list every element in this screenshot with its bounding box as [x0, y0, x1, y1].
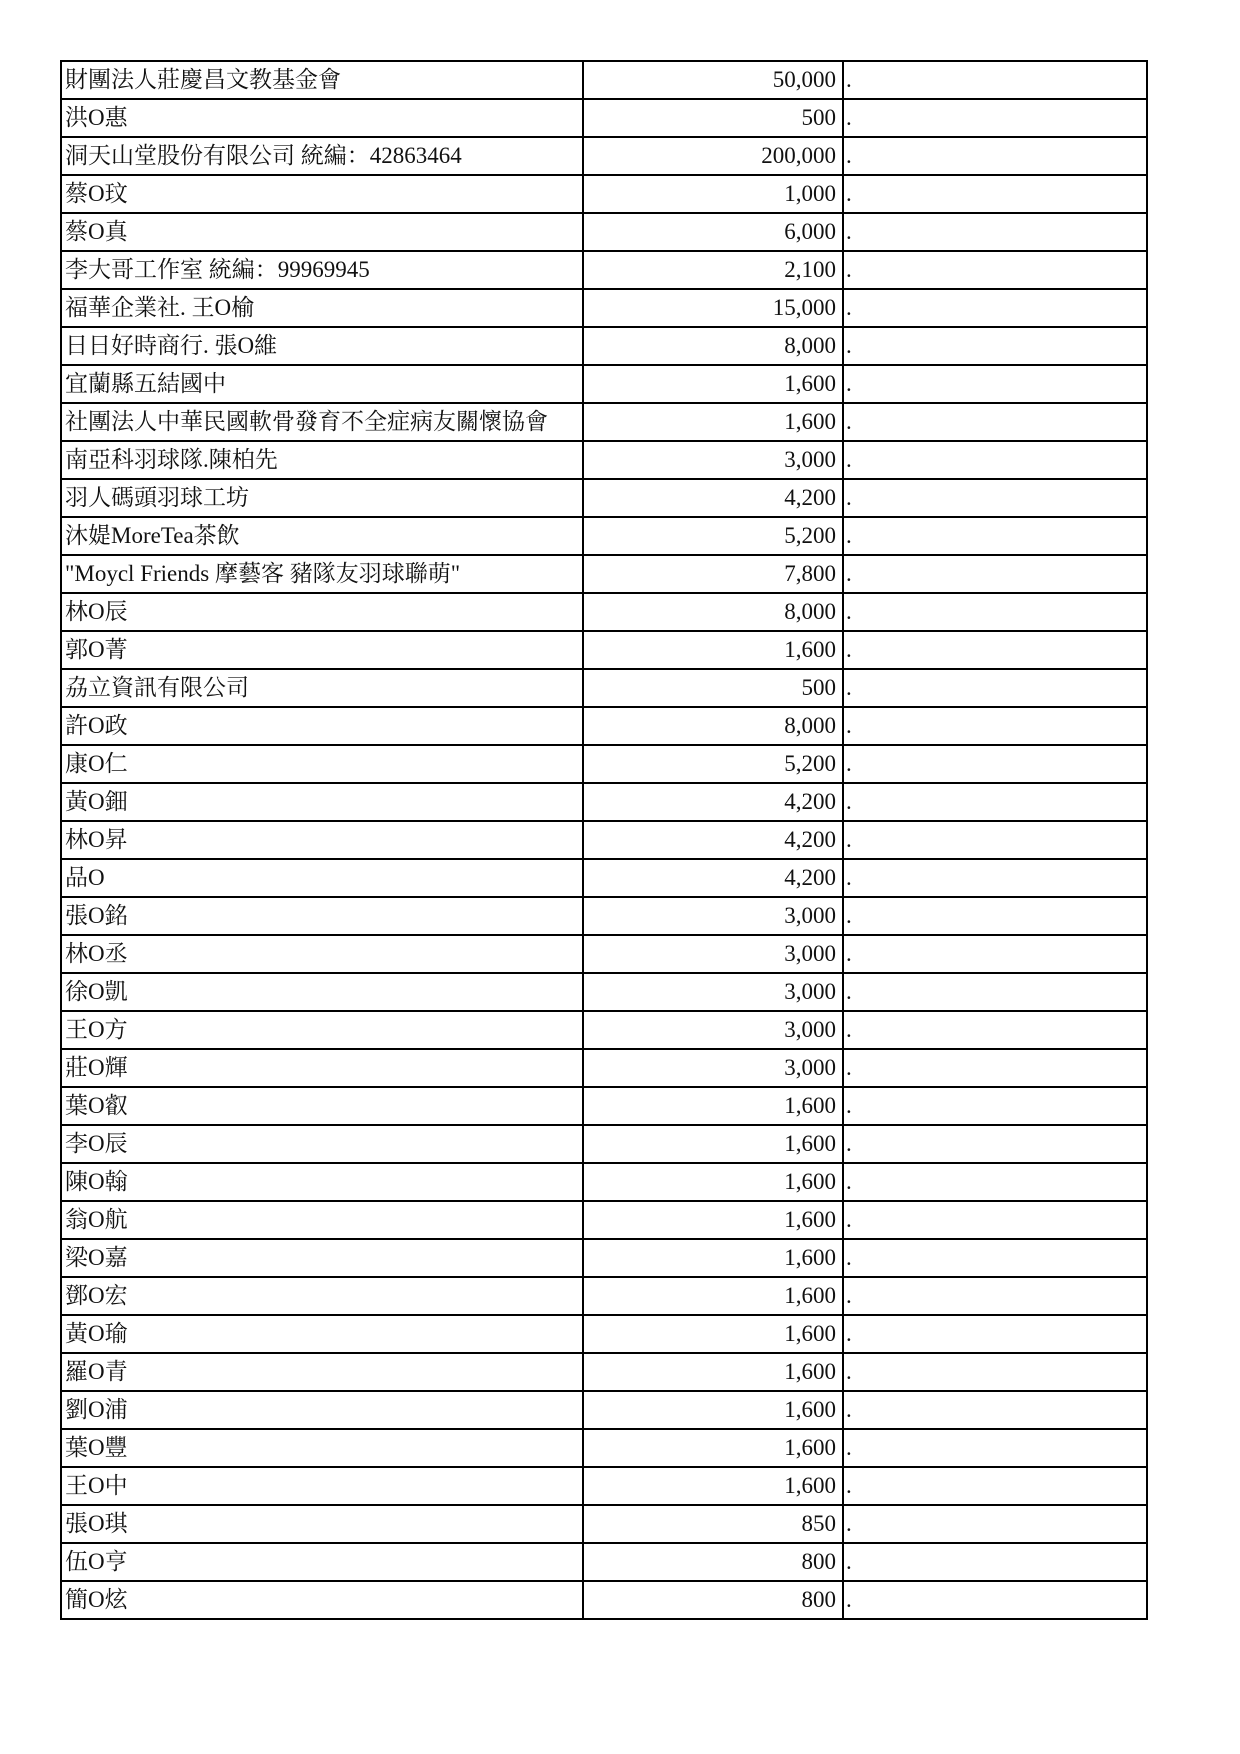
table-row	[61, 631, 1147, 669]
donation-amount-cell: 8,000	[583, 707, 843, 745]
table-row	[61, 783, 1147, 821]
donor-name-cell: 徐O凱	[61, 973, 583, 1011]
donation-amount-cell: 1,600	[583, 1201, 843, 1239]
note-cell: .	[843, 1277, 1147, 1315]
note-cell: .	[843, 669, 1147, 707]
note-cell: .	[843, 859, 1147, 897]
donor-name-cell: 日日好時商行. 張O維	[61, 327, 583, 365]
donor-name-cell: 王O方	[61, 1011, 583, 1049]
donor-name-cell: 南亞科羽球隊.陳柏先	[61, 441, 583, 479]
note-cell: .	[843, 403, 1147, 441]
table-row	[61, 1467, 1147, 1505]
donor-name-cell: 翁O航	[61, 1201, 583, 1239]
table-row	[61, 935, 1147, 973]
note-cell: .	[843, 1239, 1147, 1277]
donor-name-cell: 郭O菁	[61, 631, 583, 669]
donation-amount-cell: 1,600	[583, 1239, 843, 1277]
table-row	[61, 1505, 1147, 1543]
note-cell: .	[843, 1011, 1147, 1049]
table-row	[61, 707, 1147, 745]
note-cell: .	[843, 707, 1147, 745]
donation-amount-cell: 5,200	[583, 745, 843, 783]
table-row	[61, 61, 1147, 99]
note-cell: .	[843, 631, 1147, 669]
donor-name-cell: 宜蘭縣五結國中	[61, 365, 583, 403]
donation-amount-cell: 1,600	[583, 1353, 843, 1391]
donation-amount-cell: 50,000	[583, 61, 843, 99]
donation-table	[60, 60, 1148, 1620]
donation-amount-cell: 4,200	[583, 783, 843, 821]
donor-name-cell: 張O琪	[61, 1505, 583, 1543]
donation-amount-cell: 15,000	[583, 289, 843, 327]
donor-name-cell: 財團法人莊慶昌文教基金會	[61, 61, 583, 99]
table-row	[61, 1011, 1147, 1049]
donation-amount-cell: 4,200	[583, 859, 843, 897]
donor-name-cell: 陳O翰	[61, 1163, 583, 1201]
donation-amount-cell: 3,000	[583, 1049, 843, 1087]
donation-amount-cell: 1,600	[583, 1315, 843, 1353]
donation-amount-cell: 800	[583, 1543, 843, 1581]
table-row	[61, 441, 1147, 479]
donor-name-cell: 林O辰	[61, 593, 583, 631]
table-row	[61, 175, 1147, 213]
donor-name-cell: 沐媞MoreTea茶飲	[61, 517, 583, 555]
table-row	[61, 137, 1147, 175]
donation-table-body	[61, 61, 1147, 1619]
note-cell: .	[843, 61, 1147, 99]
table-row	[61, 99, 1147, 137]
donor-name-cell: 簡O炫	[61, 1581, 583, 1619]
table-row	[61, 1239, 1147, 1277]
note-cell: .	[843, 1467, 1147, 1505]
donation-amount-cell: 4,200	[583, 821, 843, 859]
donation-amount-cell: 500	[583, 669, 843, 707]
donation-amount-cell: 4,200	[583, 479, 843, 517]
table-row	[61, 1049, 1147, 1087]
table-row	[61, 1543, 1147, 1581]
table-row	[61, 213, 1147, 251]
table-row	[61, 1087, 1147, 1125]
table-row	[61, 1163, 1147, 1201]
donation-amount-cell: 800	[583, 1581, 843, 1619]
donor-name-cell: 李大哥工作室 統編：99969945	[61, 251, 583, 289]
donation-amount-cell: 1,600	[583, 365, 843, 403]
donation-amount-cell: 3,000	[583, 441, 843, 479]
note-cell: .	[843, 1315, 1147, 1353]
note-cell: .	[843, 251, 1147, 289]
donation-amount-cell: 7,800	[583, 555, 843, 593]
note-cell: .	[843, 1353, 1147, 1391]
donation-amount-cell: 3,000	[583, 935, 843, 973]
donor-name-cell: 蔡O真	[61, 213, 583, 251]
table-row	[61, 593, 1147, 631]
note-cell: .	[843, 1543, 1147, 1581]
table-row	[61, 1277, 1147, 1315]
table-row	[61, 897, 1147, 935]
donation-amount-cell: 1,600	[583, 403, 843, 441]
note-cell: .	[843, 1391, 1147, 1429]
donation-amount-cell: 1,600	[583, 1277, 843, 1315]
note-cell: .	[843, 99, 1147, 137]
table-row	[61, 669, 1147, 707]
donation-amount-cell: 1,600	[583, 1429, 843, 1467]
note-cell: .	[843, 555, 1147, 593]
table-row	[61, 1125, 1147, 1163]
note-cell: .	[843, 289, 1147, 327]
donor-name-cell: 社團法人中華民國軟骨發育不全症病友關懷協會	[61, 403, 583, 441]
table-row	[61, 1429, 1147, 1467]
donor-name-cell: 葉O豐	[61, 1429, 583, 1467]
note-cell: .	[843, 479, 1147, 517]
donation-amount-cell: 1,600	[583, 1467, 843, 1505]
donor-name-cell: 王O中	[61, 1467, 583, 1505]
donor-name-cell: 張O銘	[61, 897, 583, 935]
table-row	[61, 403, 1147, 441]
donor-name-cell: 羽人碼頭羽球工坊	[61, 479, 583, 517]
donation-amount-cell: 1,600	[583, 631, 843, 669]
note-cell: .	[843, 821, 1147, 859]
donor-name-cell: 康O仁	[61, 745, 583, 783]
note-cell: .	[843, 441, 1147, 479]
note-cell: .	[843, 973, 1147, 1011]
note-cell: .	[843, 935, 1147, 973]
table-row	[61, 821, 1147, 859]
donation-amount-cell: 3,000	[583, 897, 843, 935]
table-row	[61, 1353, 1147, 1391]
note-cell: .	[843, 783, 1147, 821]
donor-name-cell: 李O辰	[61, 1125, 583, 1163]
donor-name-cell: 黃O鈿	[61, 783, 583, 821]
table-row	[61, 1315, 1147, 1353]
donation-amount-cell: 1,600	[583, 1391, 843, 1429]
note-cell: .	[843, 1163, 1147, 1201]
note-cell: .	[843, 1505, 1147, 1543]
donor-name-cell: 洪O惠	[61, 99, 583, 137]
table-row	[61, 1201, 1147, 1239]
donation-amount-cell: 3,000	[583, 1011, 843, 1049]
donor-name-cell: 林O昇	[61, 821, 583, 859]
donor-name-cell: 蔡O玟	[61, 175, 583, 213]
donation-amount-cell: 1,600	[583, 1125, 843, 1163]
donor-name-cell: 林O丞	[61, 935, 583, 973]
donation-amount-cell: 850	[583, 1505, 843, 1543]
table-row	[61, 289, 1147, 327]
note-cell: .	[843, 175, 1147, 213]
donor-name-cell: 梁O嘉	[61, 1239, 583, 1277]
table-row	[61, 1391, 1147, 1429]
donor-name-cell: 洞天山堂股份有限公司 統編：42863464	[61, 137, 583, 175]
donor-name-cell: 羅O青	[61, 1353, 583, 1391]
donation-amount-cell: 2,100	[583, 251, 843, 289]
donor-name-cell: "Moycl Friends 摩藝客 豬隊友羽球聯萌"	[61, 555, 583, 593]
note-cell: .	[843, 593, 1147, 631]
table-row	[61, 365, 1147, 403]
note-cell: .	[843, 1049, 1147, 1087]
note-cell: .	[843, 213, 1147, 251]
donation-amount-cell: 500	[583, 99, 843, 137]
donation-amount-cell: 1,600	[583, 1087, 843, 1125]
donation-amount-cell: 200,000	[583, 137, 843, 175]
donor-name-cell: 劉O浦	[61, 1391, 583, 1429]
donation-amount-cell: 8,000	[583, 593, 843, 631]
donation-amount-cell: 1,600	[583, 1163, 843, 1201]
donor-name-cell: 莊O輝	[61, 1049, 583, 1087]
table-row	[61, 555, 1147, 593]
note-cell: .	[843, 327, 1147, 365]
table-row	[61, 745, 1147, 783]
table-row	[61, 251, 1147, 289]
note-cell: .	[843, 1087, 1147, 1125]
note-cell: .	[843, 897, 1147, 935]
donor-name-cell: 鄧O宏	[61, 1277, 583, 1315]
donation-amount-cell: 8,000	[583, 327, 843, 365]
donor-name-cell: 品O	[61, 859, 583, 897]
note-cell: .	[843, 137, 1147, 175]
donor-name-cell: 葉O叡	[61, 1087, 583, 1125]
note-cell: .	[843, 745, 1147, 783]
donation-amount-cell: 1,000	[583, 175, 843, 213]
table-row	[61, 517, 1147, 555]
donor-name-cell: 伍O亨	[61, 1543, 583, 1581]
table-row	[61, 859, 1147, 897]
note-cell: .	[843, 517, 1147, 555]
donation-amount-cell: 3,000	[583, 973, 843, 1011]
donor-name-cell: 黃O瑜	[61, 1315, 583, 1353]
donation-amount-cell: 6,000	[583, 213, 843, 251]
note-cell: .	[843, 1125, 1147, 1163]
donation-amount-cell: 5,200	[583, 517, 843, 555]
note-cell: .	[843, 1581, 1147, 1619]
table-row	[61, 973, 1147, 1011]
note-cell: .	[843, 365, 1147, 403]
donor-name-cell: 福華企業社. 王O榆	[61, 289, 583, 327]
donor-name-cell: 許O政	[61, 707, 583, 745]
donor-name-cell: 劦立資訊有限公司	[61, 669, 583, 707]
table-row	[61, 1581, 1147, 1619]
note-cell: .	[843, 1429, 1147, 1467]
note-cell: .	[843, 1201, 1147, 1239]
table-row	[61, 479, 1147, 517]
table-row	[61, 327, 1147, 365]
